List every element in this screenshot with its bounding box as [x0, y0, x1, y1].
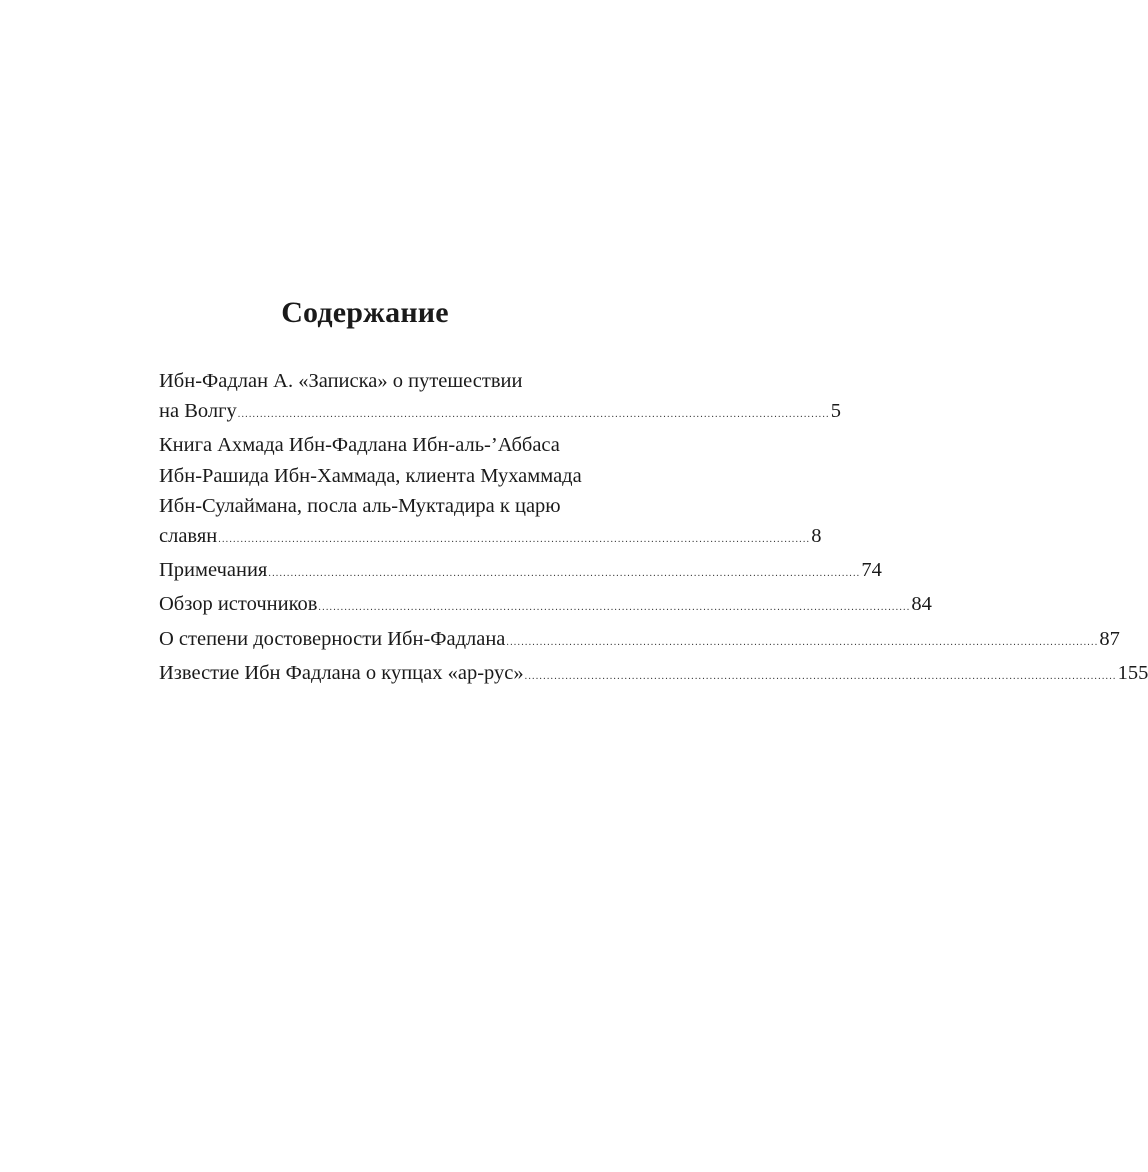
dot-leader: ................................................................................................................................................................ [524, 670, 1117, 682]
toc-entry-last-line [159, 555, 882, 589]
page-number: 5 [830, 400, 841, 423]
page-number: 155 [1117, 661, 1148, 684]
toc-entry[interactable] [159, 430, 822, 555]
toc-entry-last-line [159, 658, 1148, 692]
toc-entry-title-line: славян [159, 525, 218, 548]
toc-entry[interactable] [159, 555, 882, 589]
dot-leader: ................................................................................................................................................................ [506, 636, 1099, 648]
toc-entry-title-line: Примечания [159, 559, 268, 582]
table-of-contents [159, 366, 1148, 692]
toc-entry-title-line: Ибн-Фадлан А. «Записка» о путешествии [159, 370, 523, 392]
dot-leader: ................................................................................................................................................................ [218, 534, 811, 546]
dot-leader: ................................................................................................................................................................ [237, 409, 830, 421]
toc-entry-title-line: Ибн-Рашида Ибн-Хаммада, клиента Мухаммада [159, 464, 582, 487]
toc-entry[interactable] [159, 589, 932, 623]
toc-entry[interactable] [159, 658, 1148, 692]
toc-entry-title-line: Обзор источников [159, 593, 318, 616]
toc-entry-last-line [159, 521, 822, 555]
toc-entry[interactable] [159, 624, 1120, 658]
toc-entry-title-line: Ибн-Сулаймана, посла аль-Муктадира к царю [159, 494, 561, 517]
toc-entry-last-line [159, 396, 841, 430]
toc-entry-title-line: на Волгу [159, 400, 237, 423]
toc-entry-last-line [159, 624, 1120, 658]
dot-leader: ................................................................................................................................................................ [268, 568, 861, 580]
page-title: Содержание [281, 296, 449, 329]
toc-entry-title-line: Известие Ибн Фадлана о купцах «ар-рус» [159, 661, 524, 684]
page-number: 87 [1099, 627, 1120, 650]
toc-entry-title-line: Книга Ахмада Ибн-Фадлана Ибн-аль-’Аббаса [159, 434, 560, 457]
page-number: 74 [861, 559, 882, 582]
toc-entry[interactable] [159, 366, 841, 430]
page-number: 8 [811, 525, 822, 548]
toc-entry-last-line [159, 589, 932, 623]
page-number: 84 [911, 593, 932, 616]
dot-leader: ................................................................................................................................................................ [318, 602, 911, 614]
toc-entry-title-line: О степени достоверности Ибн-Фадлана [159, 627, 506, 650]
